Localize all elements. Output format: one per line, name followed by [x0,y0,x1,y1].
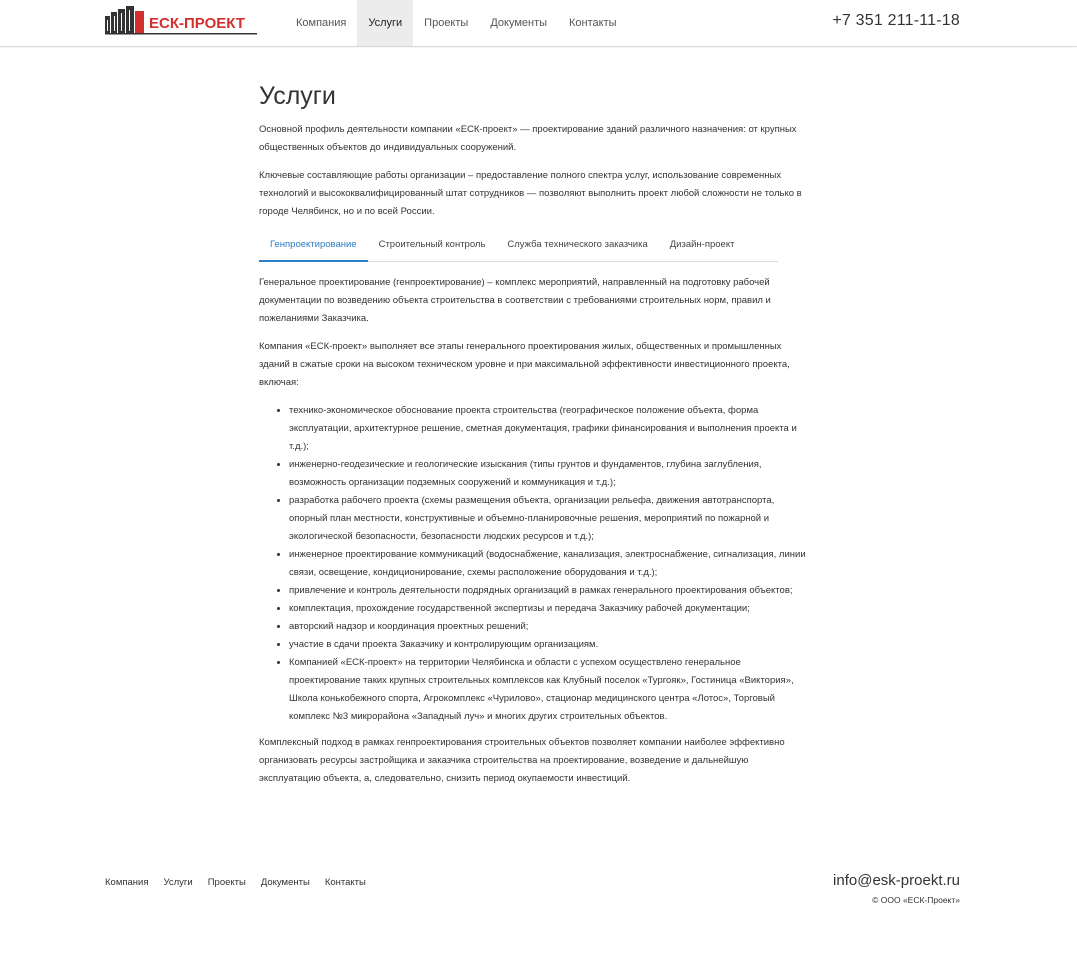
list-item: • разработка рабочего проекта (схемы размещения объекта, организации рельефа, движения автотранспорта, опорный план местности, конструктивные и объемно-планировочные решения, мероприятий по пожарной и экологической безопасности, безопасности людских ресурсов и т.д.); [289,492,809,546]
site-header [0,0,1077,47]
nav-item-contacts[interactable]: Контакты [569,17,617,29]
tab-general-design[interactable]: Генпроектирование [259,235,368,262]
list-item: • привлечение и контроль деятельности подрядных организаций в рамках генерального проектирования объектов; [289,582,809,600]
footer-nav-documents[interactable]: Документы [260,877,310,888]
footer-nav [105,877,381,888]
content-paragraph-1: Генеральное проектирование (генпроектирование) – комплекс мероприятий, направленный на подготовку рабочей документации по возведению объекта строительства в соответствии с требованиями строительных норм, правил и пожеланиями Заказчика. [259,277,771,324]
nav-item-services[interactable]: Услуги [357,0,413,46]
list-item: • технико-экономическое обоснование проекта строительства (географическое положение объекта, форма эксплуатации, архитектурное решение, сметная документация, графики финансирования и выполнения проекта и т.д.); [289,402,809,456]
phone-number[interactable]: +7 351 211-11-18 [832,12,960,29]
tab-technical-customer[interactable]: Служба технического заказчика [507,239,648,250]
logo-text: ЕСК-ПРОЕКТ [149,15,245,32]
email-link[interactable]: info@esk-proekt.ru [833,872,960,889]
list-item: • авторский надзор и координация проектных решений; [289,618,809,636]
site-footer [0,860,1077,920]
tab-panel [259,274,809,788]
main-content [259,80,809,798]
list-item: • Компанией «ЕСК-проект» на территории Челябинска и области с успехом осуществлено генеральное проектирование таких крупных строительных комплексов как Клубный поселок «Тургояк», Гостиница «Виктория», Школа конькобежного спорта, Агрокомплекс «Чурилово», стационар медицинского центра «Лотос», Торговый комплекс №3 микрорайона «Западный луч» и многих других строительных объектов. [289,654,809,726]
tab-construction-control[interactable]: Строительный контроль [378,239,486,250]
list-item: • комплектация, прохождение государственной экспертизы и передача Заказчику рабочей документации; [289,600,809,618]
nav-item-documents[interactable]: Документы [490,17,548,29]
content-paragraph-2: Компания «ЕСК-проект» выполняет все этапы генерального проектирования жилых, общественных и промышленных зданий в сжатые сроки на высоком техническом уровне и при максимальной эффективности инвестиционного проекта, включая: [259,341,790,388]
content-paragraph-3: Комплексный подход в рамках генпроектирования строительных объектов позволяет компании наиболее эффективно организовать ресурсы застройщика и заказчика строительства на проектирование, возведение и дальнейшую эксплуатацию объекта, а, следовательно, снизить период окупаемости инвестиций. [259,737,785,784]
intro-paragraph-1: Основной профиль деятельности компании «ЕСК-проект» — проектирование зданий различного назначения: от крупных общественных объектов до индивидуальных сооружений. [259,124,797,153]
main-nav [285,0,628,46]
copyright: © ООО «ЕСК-Проект» [872,895,960,905]
footer-nav-projects[interactable]: Проекты [207,877,246,888]
footer-nav-contacts[interactable]: Контакты [324,877,366,888]
nav-item-projects[interactable]: Проекты [424,17,469,29]
footer-nav-company[interactable]: Компания [105,877,149,888]
list-item: • инженерно-геодезические и геологические изыскания (типы грунтов и фундаментов, глубина заглубления, возможность организации подземных сооружений и коммуникация и т.д.); [289,456,809,492]
list-item: • участие в сдачи проекта Заказчику и контролирующим организациям. [289,636,809,654]
logo-building-icon [105,6,257,36]
footer-nav-services[interactable]: Услуги [163,877,193,888]
list-item: • инженерное проектирование коммуникаций (водоснабжение, канализация, электроснабжение, сигнализация, линии связи, освещение, кондиционирование, схемы расположение оборудования и т.д.); [289,546,809,582]
services-tabs [259,235,778,262]
intro-paragraph-2: Ключевые составляющие работы организации – предоставление полного спектра услуг, использование современных технологий и высококвалифицированный штат сотрудников — позволяют выполнить проект любой сложности не только в городе Челябинск, но и по всей России. [259,170,802,217]
tab-design-project[interactable]: Дизайн-проект [669,239,735,250]
logo[interactable] [105,6,257,36]
nav-item-company[interactable]: Компания [296,17,347,29]
page-title: Услуги [259,82,336,110]
services-list [259,402,809,726]
